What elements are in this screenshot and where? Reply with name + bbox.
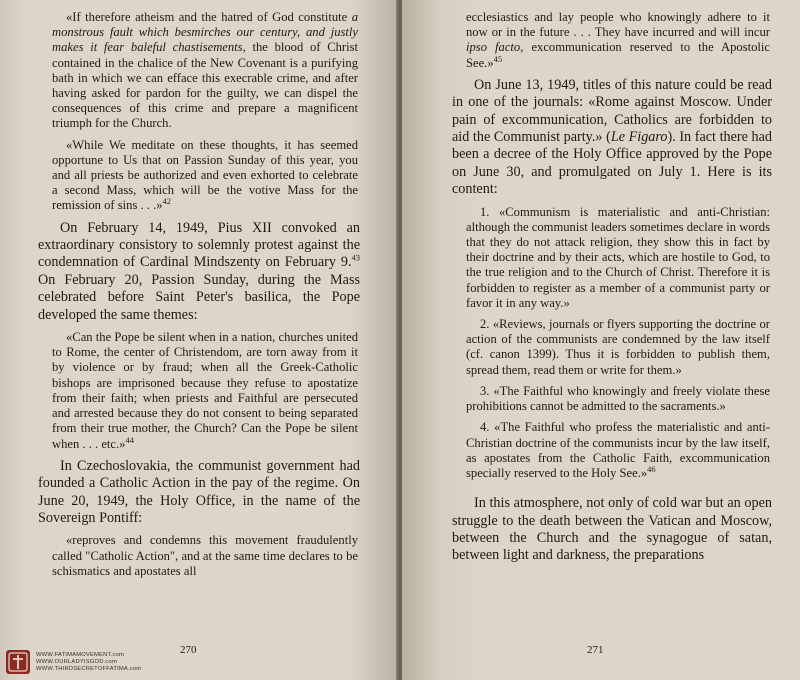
paragraph: In this atmosphere, not only of cold war but an open struggle to the death between the Vatican and Moscow, between the Church and the synagogue of satan, between light and darkness, the preparations xyxy=(452,495,772,564)
quote-block-2 xyxy=(38,330,360,452)
right-page xyxy=(402,0,800,680)
footer-url: WWW.FATIMAMOVEMENT.com xyxy=(36,652,125,658)
paragraph: 3. «The Faithful who knowingly and freely violate these prohibitions cannot be admitted to the sacraments.» xyxy=(466,383,770,414)
left-page xyxy=(0,0,398,680)
paragraph: 2. «Reviews, journals or flyers supporting the doctrine or action of the communists are condemned by the law itself (cf. canon 1399). Thus it is forbidden to publish them, spread them, read them or write for them.» xyxy=(466,317,770,377)
paragraph: 1. «Communism is materialistic and anti-Christian: although the communist leaders sometimes declare in words that they do not attack religion, they show this in fact by their doctrine and by their acts, which are hostile to God, to the true religion and to the Church of Christ. Therefore it is forbidden to register as a member of a communist party or favor it in any way.» xyxy=(466,204,770,310)
footer-urls xyxy=(36,652,141,673)
paragraph: On February 14, 1949, Pius XII convoked an extraordinary consistory to solemnly protest against the condemnation of Cardinal Mindszenty on February 9.43 On February 20, Passion Sunday, during the Mass celebrated before Saint Peter's basilica, the Pope developed the same themes: xyxy=(38,219,360,323)
footer-url: WWW.THIRDSECRETOFFATIMA.com xyxy=(36,666,142,672)
paragraph: «If therefore atheism and the hatred of God constitute a monstrous fault which besmirches our century, and justly makes it fear baleful chastisements, the blood of Christ contained in the chalice of the New Covenant is a purifying bath in which we can efface this execrable crime, and after having asked for pardon for the guilty, we can dispel the consequences of this crime and prepare a magnificent triumph for the Church. xyxy=(52,10,358,131)
emphasis: a monstrous fault which besmirches our century, and justly makes it fear baleful chastisements xyxy=(52,10,358,55)
footer-url: WWW.OURLADYISGOD.com xyxy=(36,659,117,665)
right-page-text xyxy=(452,10,772,565)
footnote-ref: 46 xyxy=(647,463,656,474)
footnote-ref: 43 xyxy=(351,252,360,263)
paragraph: In Czechoslovakia, the communist government had founded a Catholic Action in the pay of the regime. On June 20, 1949, the Holy Office, in the name of the Sovereign Pontiff: xyxy=(38,457,360,526)
paragraph: «reproves and condemns this movement fraudulently called "Catholic Action", and at the same time declares to be schismatics and apostates all xyxy=(52,533,358,578)
paragraph: ecclesiastics and lay people who knowingly adhere to it now or in the future . . . They have incurred and will incur ipso facto, excommunication reserved to the Apostolic See.»$^{45}$ xyxy=(466,10,770,70)
emphasis: ipso facto xyxy=(466,40,521,55)
paragraph: On June 13, 1949, titles of this nature could be read in one of the journals: «Rome against Moscow. Under pain of excommunication, Catholics are forbidden to aid the Communist party.» (Le Figaro). In fact there had been a decree of the Holy Office approved by the Pope on June 30, and promulgated on July 1. Here is its content: xyxy=(452,76,772,198)
paragraph: «Can the Pope be silent when in a nation, churches united to Rome, the center of Christendom, are torn away from it by violence or by fraud; when all the Greek-Catholic bishops are imprisoned because they refuse to apostatize from their faith; when priests and Faithful are persecuted and arrested because they do not consent to being separated from their true mother, the Church? Can the Pope be silent when . . . etc.»$^{44}$ xyxy=(52,330,358,451)
quote-block-1 xyxy=(38,10,360,214)
footnote-ref: 44 xyxy=(125,434,134,445)
page-number: 270 xyxy=(180,644,197,656)
quote-block-4 xyxy=(452,10,772,71)
paragraph: «While We meditate on these thoughts, it has seemed opportune to Us that on Passion Sunday of this year, you and all priests be authorized and even exhorted to celebrate a second Mass, which will be the votive Mass for the remission of sins . . .»$^{42}$ xyxy=(52,137,358,213)
footnote-ref: 42 xyxy=(162,196,172,207)
emphasis: Le Figaro xyxy=(610,129,668,146)
page-number: 271 xyxy=(587,644,604,656)
left-page-text xyxy=(38,10,360,579)
quote-block-3 xyxy=(38,533,360,579)
paragraph: 4. «The Faithful who profess the materialistic and anti-Christian doctrine of the communists incur by the law itself, as apostates from the Catholic Faith, excommunication specially reserved to the Holy See.»$^{46}$ xyxy=(466,420,770,480)
quote-block-5 xyxy=(452,205,772,481)
publisher-seal-icon xyxy=(4,648,32,676)
footnote-ref: 45 xyxy=(493,53,503,64)
